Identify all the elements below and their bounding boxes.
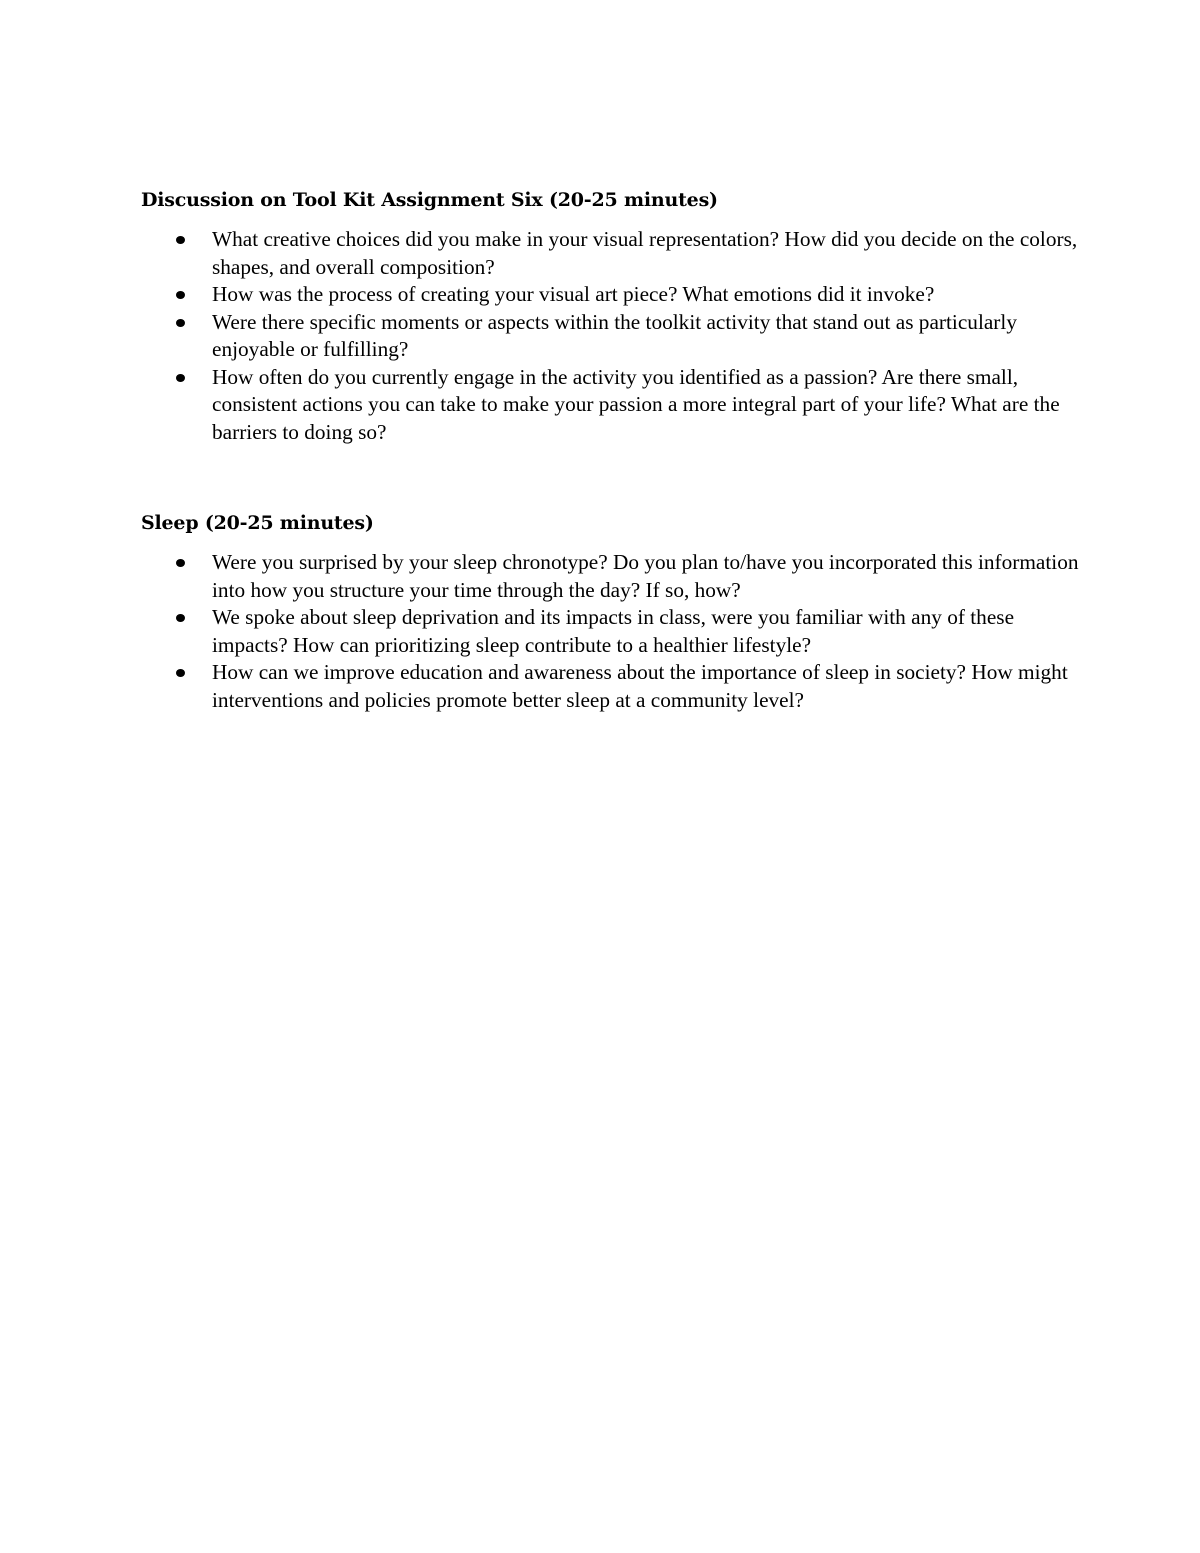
bullet-icon	[176, 614, 185, 622]
list-item	[141, 659, 1081, 714]
list-item-text: Were you surprised by your sleep chronotype? Do you plan to/have you incorporated this information into how you structure your time through the day? If so, how?	[212, 550, 1079, 602]
bullet-icon	[176, 669, 185, 677]
list-item-text: How can we improve education and awareness about the importance of sleep in society? How might interventions and policies promote better sleep at a community level?	[212, 660, 1068, 712]
bullet-icon	[176, 319, 185, 327]
list-item	[141, 226, 1081, 281]
bullet-icon	[176, 291, 185, 299]
list-item	[141, 364, 1081, 447]
section-toolkit-discussion	[141, 186, 1081, 446]
list-item	[141, 309, 1081, 364]
bullet-icon	[176, 236, 185, 244]
list-item-text: How was the process of creating your visual art piece? What emotions did it invoke?	[212, 282, 935, 306]
section-sleep	[141, 509, 1081, 714]
list-item-text: How often do you currently engage in the activity you identified as a passion? Are there small, consistent actions you can take to make your passion a more integral part of your life? What are the barriers to doing so?	[212, 364, 1060, 444]
section-heading: Sleep (20-25 minutes)	[141, 512, 374, 534]
list-item	[141, 604, 1081, 659]
bullet-icon	[176, 374, 185, 382]
bullet-icon	[176, 559, 185, 567]
question-list	[141, 549, 1081, 714]
list-item	[141, 281, 1081, 309]
list-item-text: Were there specific moments or aspects within the toolkit activity that stand out as particularly enjoyable or fulfilling?	[212, 309, 1017, 361]
list-item-text: What creative choices did you make in your visual representation? How did you decide on the colors, shapes, and overall composition?	[212, 227, 1078, 279]
section-heading: Discussion on Tool Kit Assignment Six (20-25 minutes)	[141, 189, 718, 211]
list-item	[141, 549, 1081, 604]
question-list	[141, 226, 1081, 446]
list-item-text: We spoke about sleep deprivation and its impacts in class, were you familiar with any of these impacts? How can prioritizing sleep contribute to a healthier lifestyle?	[212, 605, 1015, 657]
